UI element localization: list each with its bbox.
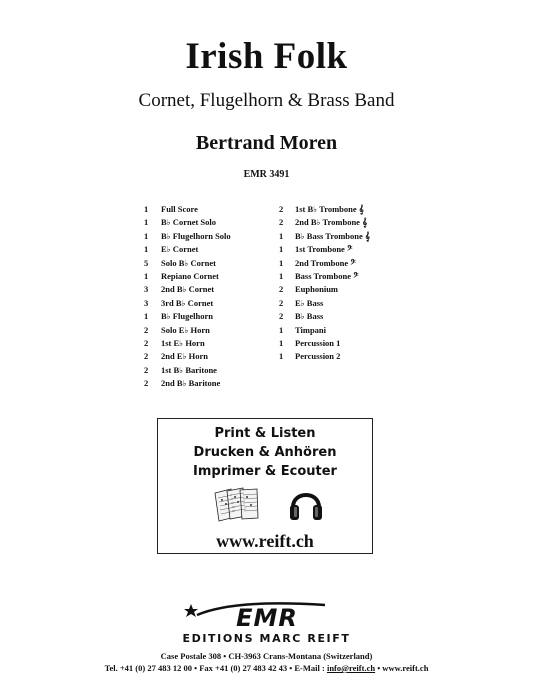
part-quantity: 1 bbox=[144, 204, 149, 214]
part-item bbox=[144, 216, 231, 229]
part-quantity: 2 bbox=[279, 297, 284, 308]
part-quantity: 2 bbox=[279, 284, 284, 295]
page-title: Irish Folk bbox=[185, 36, 348, 77]
part-item bbox=[144, 283, 231, 296]
emr-logo bbox=[175, 597, 355, 629]
part-name: Full Score bbox=[161, 204, 198, 214]
part-quantity: 1 bbox=[279, 270, 284, 281]
part-name: 2nd B♭ Trombone 𝄞 bbox=[295, 217, 368, 228]
part-item bbox=[279, 270, 370, 283]
part-name: Solo B♭ Cornet bbox=[161, 257, 217, 268]
part-item bbox=[144, 310, 231, 323]
part-name: Percussion 1 bbox=[295, 337, 341, 348]
part-quantity: 2 bbox=[144, 324, 149, 335]
part-name: 2nd E♭ Horn bbox=[161, 351, 208, 362]
promo-line-english: Print & Listen bbox=[214, 426, 316, 441]
part-item bbox=[279, 243, 370, 256]
part-item bbox=[279, 324, 370, 337]
part-name: Timpani bbox=[295, 324, 327, 335]
promo-line-french: Imprimer & Ecouter bbox=[193, 464, 337, 479]
part-quantity: 1 bbox=[279, 351, 284, 362]
part-item bbox=[279, 257, 370, 270]
part-name: Bass Trombone 𝄢 bbox=[295, 270, 359, 281]
part-quantity: 1 bbox=[279, 337, 284, 348]
part-item bbox=[279, 350, 370, 363]
part-item bbox=[279, 297, 370, 310]
part-name: B♭ Cornet Solo bbox=[161, 217, 217, 228]
publisher-name: EDITIONS MARC REIFT bbox=[182, 632, 351, 645]
part-name: Euphonium bbox=[295, 284, 338, 295]
part-name: 1st E♭ Horn bbox=[161, 337, 205, 348]
promo-icons bbox=[158, 483, 372, 527]
part-name: 2nd Trombone 𝄢 bbox=[295, 257, 356, 268]
part-item bbox=[144, 243, 231, 256]
part-quantity: 1 bbox=[144, 217, 149, 228]
part-quantity: 1 bbox=[279, 230, 284, 241]
part-name: Solo E♭ Horn bbox=[161, 324, 210, 335]
part-item bbox=[144, 297, 231, 310]
logo-star-icon bbox=[184, 604, 198, 617]
part-quantity: 5 bbox=[144, 257, 149, 268]
part-quantity: 1 bbox=[144, 270, 149, 281]
part-name: 1st B♭ Baritone bbox=[161, 364, 217, 375]
part-name: Percussion 2 bbox=[295, 351, 341, 362]
parts-list-right bbox=[279, 203, 370, 364]
part-quantity: 3 bbox=[144, 284, 149, 295]
part-quantity: 1 bbox=[144, 311, 149, 322]
part-item bbox=[279, 230, 370, 243]
part-item bbox=[279, 283, 370, 296]
part-item bbox=[279, 337, 370, 350]
part-name: E♭ Cornet bbox=[161, 244, 199, 255]
part-name: 2nd B♭ Cornet bbox=[161, 284, 215, 295]
part-name: 1st B♭ Trombone 𝄞 bbox=[295, 204, 364, 214]
part-item bbox=[279, 216, 370, 229]
part-quantity: 2 bbox=[279, 204, 284, 214]
part-quantity: 1 bbox=[279, 324, 284, 335]
part-quantity: 1 bbox=[144, 244, 149, 255]
promo-line-german: Drucken & Anhören bbox=[193, 445, 337, 460]
part-quantity: 2 bbox=[144, 351, 149, 362]
part-item bbox=[279, 310, 370, 323]
part-name: Repiano Cornet bbox=[161, 270, 219, 281]
part-item bbox=[144, 257, 231, 270]
part-item bbox=[279, 203, 370, 216]
part-item bbox=[144, 230, 231, 243]
contact-phone-fax: Tel. +41 (0) 27 483 12 00 • Fax +41 (0) 27 483 42 43 • E-Mail : bbox=[104, 663, 327, 673]
part-quantity: 3 bbox=[144, 297, 149, 308]
part-name: B♭ Bass bbox=[295, 311, 324, 322]
part-item bbox=[144, 364, 231, 377]
part-name: 2nd B♭ Baritone bbox=[161, 378, 221, 389]
part-item bbox=[144, 203, 231, 216]
part-quantity: 1 bbox=[279, 257, 284, 268]
part-item bbox=[144, 270, 231, 283]
print-listen-box bbox=[157, 418, 373, 554]
part-item bbox=[144, 350, 231, 363]
part-name: B♭ Flugelhorn Solo bbox=[161, 230, 231, 241]
contact-website[interactable]: • www.reift.ch bbox=[375, 663, 429, 673]
part-name: 3rd B♭ Cornet bbox=[161, 297, 214, 308]
parts-list-left bbox=[144, 203, 231, 390]
part-quantity: 2 bbox=[144, 337, 149, 348]
part-item bbox=[144, 377, 231, 390]
part-name: E♭ Bass bbox=[295, 297, 324, 308]
composer-name: Bertrand Moren bbox=[195, 132, 338, 154]
part-quantity: 1 bbox=[144, 230, 149, 241]
catalog-number: EMR 3491 bbox=[243, 169, 290, 180]
part-name: B♭ Flugelhorn bbox=[161, 311, 213, 322]
contact-email-link[interactable]: info@reift.ch bbox=[326, 663, 376, 673]
logo-wordmark: EMR bbox=[236, 604, 298, 629]
publisher-contact bbox=[0, 663, 533, 673]
part-quantity: 2 bbox=[279, 311, 284, 322]
publisher-address: Case Postale 308 • CH-3963 Crans-Montana (Switzerland) bbox=[160, 651, 373, 661]
part-name: 1st Trombone 𝄢 bbox=[295, 244, 353, 255]
part-name: B♭ Bass Trombone 𝄞 bbox=[295, 230, 370, 241]
part-item bbox=[144, 337, 231, 350]
page-subtitle: Cornet, Flugelhorn & Brass Band bbox=[138, 90, 395, 111]
part-item bbox=[144, 324, 231, 337]
headphones-icon bbox=[288, 483, 324, 525]
sheet-music-icon bbox=[213, 485, 261, 525]
promo-website[interactable]: www.reift.ch bbox=[216, 531, 314, 551]
part-quantity: 2 bbox=[144, 364, 149, 375]
part-quantity: 2 bbox=[144, 378, 149, 389]
part-quantity: 1 bbox=[279, 244, 284, 255]
part-quantity: 2 bbox=[279, 217, 284, 228]
